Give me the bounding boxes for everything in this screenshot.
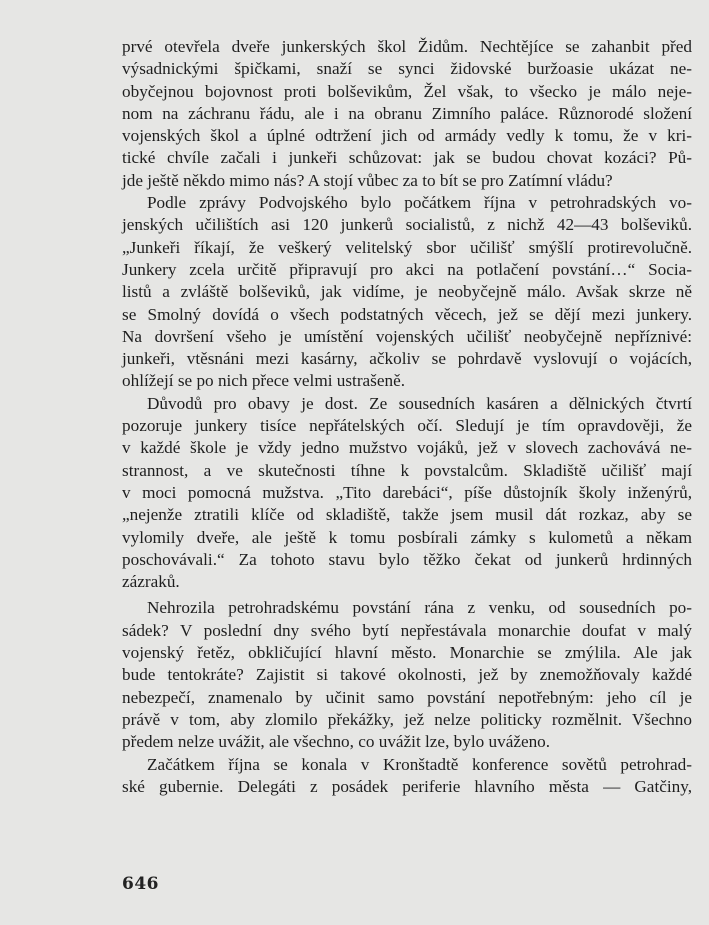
- body-text: [122, 36, 692, 798]
- text-line: strannost, a ve skutečnosti tíhne k povstalcům. Skladiště učilišť mají: [122, 460, 692, 480]
- text-line: vojenských škol a úplné odtržení jich od armády vedly k tomu, že v kri-: [122, 126, 692, 146]
- text-line: nebezpečí, znamenalo by učinit samo povstání nepotřebným: jeho cíl je: [122, 687, 692, 707]
- text-line: vojenský řetěz, obkličující hlavní město. Monarchie se zmýlila. Ale jak: [122, 643, 692, 663]
- text-line: sádek? V poslední dny svého bytí nepřestávala monarchie doufat v malý: [122, 620, 692, 640]
- text-line: jenských učilištích asi 120 junkerů socialistů, z nichž 42—43 bolševiků.: [122, 215, 692, 235]
- text-line: se Smolný dovídá o všech podstatných věcech, jež se dějí mezi junkery.: [122, 304, 692, 324]
- text-line: obyčejnou bojovnost proti bolševikům, Žel však, to všecko je málo neje-: [122, 81, 692, 101]
- text-line: prvé otevřela dveře junkerských škol Židům. Nechtějíce se zahanbit před: [122, 37, 692, 56]
- text-line: poschovávali.“ Za tohoto stavu bylo těžko čekat od junkerů hrdinných: [122, 549, 692, 569]
- text-line: Podle zprávy Podvojského bylo počátkem října v petrohradských vo-: [147, 193, 692, 213]
- text-line: bude tentokráte? Zajistit si takové okolnosti, jež by znemožňovaly každé: [122, 665, 692, 685]
- text-line: Junkery zcela určitě připravují pro akci na potlačení povstání…“ Socia-: [122, 259, 692, 279]
- text-line: tické chvíle začali i junkeři schůzovat: jak se budou chovat kozáci? Pů-: [122, 148, 692, 168]
- text-line: Začátkem října se konala v Kronštadtě konference sovětů petrohrad-: [147, 754, 692, 774]
- text-line: Nehrozila petrohradskému povstání rána z venku, od sousedních po-: [147, 598, 692, 618]
- text-line: listů a zvláště bolševiků, jak vidíme, je neobyčejně málo. Avšak skrze ně: [122, 282, 692, 302]
- text-line: zázraků.: [122, 572, 180, 592]
- text-line: „nejenže ztratili klíče od skladiště, takže jsem musil dát rozkaz, aby se: [122, 505, 692, 525]
- page-number: 646: [122, 874, 159, 894]
- text-line: pozoruje junkery tisíce nepřátelských očí. Sledují je tím opravdověji, že: [122, 416, 692, 436]
- text-line: výsadnickými špičkami, snaží se synci židovské buržoasie ukázat ne-: [122, 59, 692, 79]
- paragraph: [122, 754, 692, 799]
- text-line: Důvodů pro obavy je dost. Ze sousedních kasáren a dělnických čtvrtí: [147, 393, 692, 413]
- paragraph: [122, 36, 692, 192]
- text-line: junkeři, vtěsnáni mezi kasárny, ačkoliv se pohrdavě vyslovují o vojácích,: [122, 349, 692, 369]
- paragraph: [122, 597, 692, 753]
- paragraph: [122, 192, 692, 393]
- text-line: právě v tom, aby zlomilo překážky, jež nelze politicky rozmělnit. Všechno: [122, 709, 692, 729]
- text-line: „Junkeři říkají, že veškerý velitelský sbor učilišť smýšlí protirevolučně.: [122, 237, 692, 257]
- text-line: ské gubernie. Delegáti z posádek periferie hlavního města — Gatčiny,: [122, 776, 692, 796]
- text-line: v každé škole je vždy jedno mužstvo vojáků, jež v slovech zachovává ne-: [122, 438, 692, 458]
- text-line: vylomily dveře, ale ještě k tomu posbírali zámky s kulometů a někam: [122, 527, 692, 547]
- paragraph: [122, 393, 692, 594]
- text-line: nom na záchranu řádu, ale i na obranu Zimního paláce. Různorodé složení: [122, 103, 692, 123]
- text-line: ohlížejí se po nich přece velmi ustrašeně.: [122, 371, 406, 391]
- text-line: v moci pomocná mužstva. „Tito darebáci“, píše důstojník školy inženýrů,: [122, 482, 692, 502]
- text-line: jde ještě někdo mimo nás? A stojí vůbec za to bít se pro Zatímní vládu?: [122, 170, 613, 190]
- text-line: předem nelze uvážit, ale všechno, co uvážit lze, bylo uváženo.: [122, 732, 551, 752]
- text-line: Na dovršení všeho je umístění vojenských učilišť neobyčejně nepříznivé:: [122, 326, 692, 346]
